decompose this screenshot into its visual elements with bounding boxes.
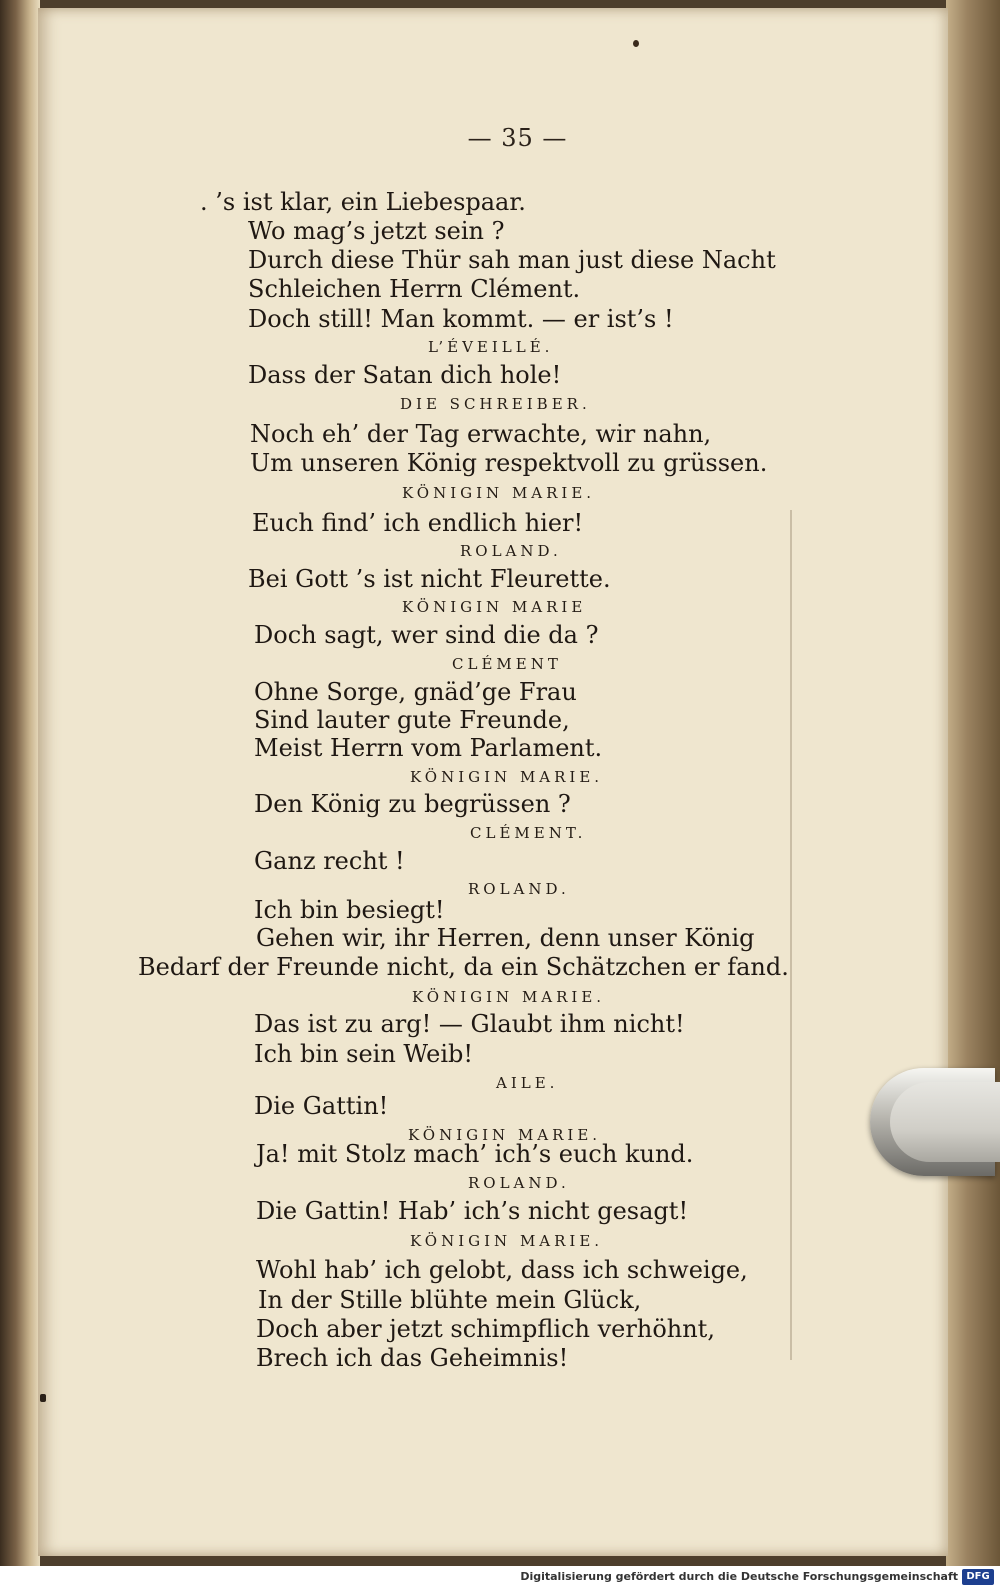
verse-line: Ohne Sorge, gnäd’ge Frau [254, 678, 577, 706]
verse-line: Doch still! Man kommt. — er ist’s ! [248, 305, 674, 333]
speaker-name: KÖNIGIN MARIE. [412, 988, 606, 1006]
ink-speck [40, 1394, 46, 1402]
verse-line: Sind lauter gute Freunde, [254, 706, 570, 734]
bleed-through-bar [790, 510, 792, 1360]
verse-line: Dass der Satan dich hole! [248, 361, 562, 389]
verse-line: Brech ich das Geheimnis! [256, 1344, 569, 1372]
speaker-name: DIE SCHREIBER. [400, 395, 591, 413]
dfg-logo-icon: DFG [962, 1569, 994, 1585]
verse-line: Bedarf der Freunde nicht, da ein Schätzchen er fand. [138, 953, 789, 981]
verse-line: Die Gattin! Hab’ ich’s nicht gesagt! [256, 1197, 689, 1225]
left-book-edge [0, 0, 40, 1566]
speaker-name: CLÉMENT. [470, 824, 587, 842]
verse-line: Den König zu begrüssen ? [254, 790, 571, 818]
verse-line: Gehen wir, ihr Herren, denn unser König [256, 924, 755, 952]
speaker-name: CLÉMENT [452, 655, 562, 673]
verse-line: Wo mag’s jetzt sein ? [248, 217, 505, 245]
verse-line: Durch diese Thür sah man just diese Nacht [248, 246, 776, 274]
verse-line: Bei Gott ’s ist nicht Fleurette. [248, 565, 611, 593]
verse-line: Euch find’ ich endlich hier! [252, 509, 584, 537]
speaker-name: KÖNIGIN MARIE. [410, 768, 604, 786]
verse-line: Ich bin sein Weib! [254, 1040, 474, 1068]
ink-spot [633, 40, 639, 47]
verse-line: Meist Herrn vom Parlament. [254, 734, 603, 762]
verse-line: Schleichen Herrn Clément. [248, 275, 581, 303]
speaker-name: KÖNIGIN MARIE. [410, 1232, 604, 1250]
speaker-name: L’ÉVEILLÉ. [428, 338, 554, 356]
speaker-name: ROLAND. [460, 542, 562, 560]
verse-line: Ich bin besiegt! [254, 896, 445, 924]
speaker-name: KÖNIGIN MARIE. [402, 484, 596, 502]
right-book-edge [946, 0, 1000, 1566]
speaker-name: AILE. [496, 1074, 559, 1092]
verse-line: Noch eh’ der Tag erwachte, wir nahn, [250, 420, 712, 448]
verse-line: Das ist zu arg! — Glaubt ihm nicht! [254, 1010, 685, 1038]
verse-line: . ’s ist klar, ein Liebespaar. [200, 188, 526, 216]
verse-line: Ganz recht ! [254, 847, 405, 875]
verse-line: In der Stille blühte mein Glück, [258, 1286, 642, 1314]
page-clip-highlight [890, 1082, 1000, 1162]
verse-line: Um unseren König respektvoll zu grüssen. [250, 449, 768, 477]
verse-line: Ja! mit Stolz mach’ ich’s euch kund. [256, 1140, 694, 1168]
verse-line: Wohl hab’ ich gelobt, dass ich schweige, [256, 1256, 748, 1284]
speaker-name: ROLAND. [468, 1174, 570, 1192]
verse-line: Doch aber jetzt schimpflich verhöhnt, [256, 1315, 715, 1343]
verse-line: Die Gattin! [254, 1092, 389, 1120]
verse-line: Doch sagt, wer sind die da ? [254, 621, 599, 649]
speaker-name: KÖNIGIN MARIE. [408, 1126, 602, 1144]
speaker-name: KÖNIGIN MARIE [402, 598, 587, 616]
speaker-name: ROLAND. [468, 880, 570, 898]
footer-credit: Digitalisierung gefördert durch die Deutsche Forschungsgemeinschaft [520, 1570, 958, 1583]
page-number: — 35 — [467, 124, 568, 152]
